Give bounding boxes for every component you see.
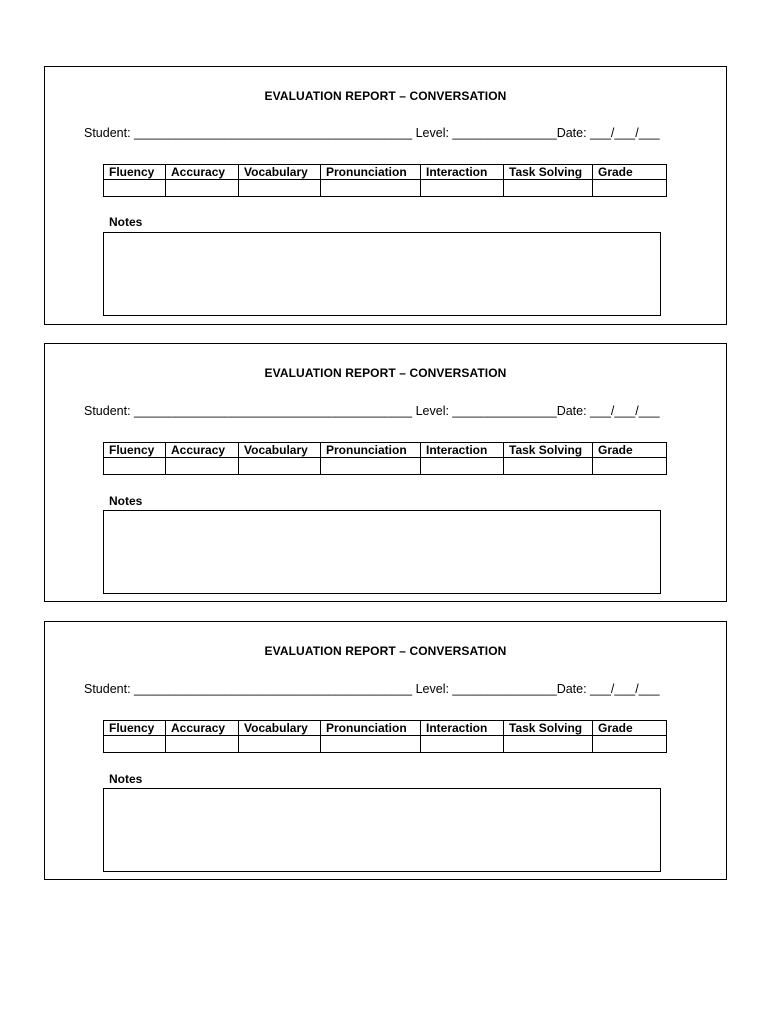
column-header-vocabulary: Vocabulary [239, 443, 321, 458]
grades-table [103, 164, 667, 197]
column-header-interaction: Interaction [421, 165, 504, 180]
task-solving-cell[interactable] [504, 458, 593, 475]
fluency-cell[interactable] [104, 180, 166, 197]
table-row [104, 458, 667, 475]
pronunciation-cell[interactable] [321, 458, 421, 475]
notes-box[interactable] [103, 788, 661, 872]
vocabulary-cell[interactable] [239, 180, 321, 197]
fluency-cell[interactable] [104, 458, 166, 475]
vocabulary-cell[interactable] [239, 736, 321, 753]
vocabulary-cell[interactable] [239, 458, 321, 475]
table-header-row [104, 165, 667, 180]
card-title: EVALUATION REPORT – CONVERSATION [264, 89, 507, 103]
column-header-grade: Grade [593, 721, 667, 736]
task-solving-cell[interactable] [504, 736, 593, 753]
column-header-grade: Grade [593, 165, 667, 180]
column-header-vocabulary: Vocabulary [239, 721, 321, 736]
evaluation-card-1 [44, 66, 727, 325]
column-header-pronunciation: Pronunciation [321, 165, 421, 180]
notes-box[interactable] [103, 232, 661, 316]
column-header-interaction: Interaction [421, 443, 504, 458]
column-header-accuracy: Accuracy [166, 165, 239, 180]
column-header-pronunciation: Pronunciation [321, 721, 421, 736]
accuracy-cell[interactable] [166, 736, 239, 753]
interaction-cell[interactable] [421, 458, 504, 475]
column-header-pronunciation: Pronunciation [321, 443, 421, 458]
interaction-cell[interactable] [421, 736, 504, 753]
table-row [104, 180, 667, 197]
pronunciation-cell[interactable] [321, 736, 421, 753]
fluency-cell[interactable] [104, 736, 166, 753]
table-header-row [104, 721, 667, 736]
notes-label: Notes [109, 215, 143, 229]
notes-label: Notes [109, 494, 143, 508]
grades-table [103, 720, 667, 753]
column-header-fluency: Fluency [104, 443, 166, 458]
accuracy-cell[interactable] [166, 180, 239, 197]
grades-table [103, 442, 667, 475]
task-solving-cell[interactable] [504, 180, 593, 197]
notes-label: Notes [109, 772, 143, 786]
student-info-line[interactable]: Student: ________________________________________ Level: _______________Date: ___/___/___ [84, 682, 660, 696]
student-info-line[interactable]: Student: ________________________________________ Level: _______________Date: ___/___/___ [84, 126, 660, 140]
column-header-grade: Grade [593, 443, 667, 458]
accuracy-cell[interactable] [166, 458, 239, 475]
table-header-row [104, 443, 667, 458]
notes-box[interactable] [103, 510, 661, 594]
column-header-interaction: Interaction [421, 721, 504, 736]
card-title: EVALUATION REPORT – CONVERSATION [264, 644, 507, 658]
column-header-accuracy: Accuracy [166, 721, 239, 736]
column-header-task-solving: Task Solving [504, 721, 593, 736]
pronunciation-cell[interactable] [321, 180, 421, 197]
column-header-task-solving: Task Solving [504, 443, 593, 458]
interaction-cell[interactable] [421, 180, 504, 197]
column-header-fluency: Fluency [104, 165, 166, 180]
column-header-vocabulary: Vocabulary [239, 165, 321, 180]
grade-cell[interactable] [593, 180, 667, 197]
grade-cell[interactable] [593, 736, 667, 753]
card-title: EVALUATION REPORT – CONVERSATION [264, 366, 507, 380]
column-header-task-solving: Task Solving [504, 165, 593, 180]
evaluation-card-3 [44, 621, 727, 880]
table-row [104, 736, 667, 753]
column-header-accuracy: Accuracy [166, 443, 239, 458]
evaluation-card-2 [44, 343, 727, 602]
grade-cell[interactable] [593, 458, 667, 475]
student-info-line[interactable]: Student: ________________________________________ Level: _______________Date: ___/___/___ [84, 404, 660, 418]
column-header-fluency: Fluency [104, 721, 166, 736]
